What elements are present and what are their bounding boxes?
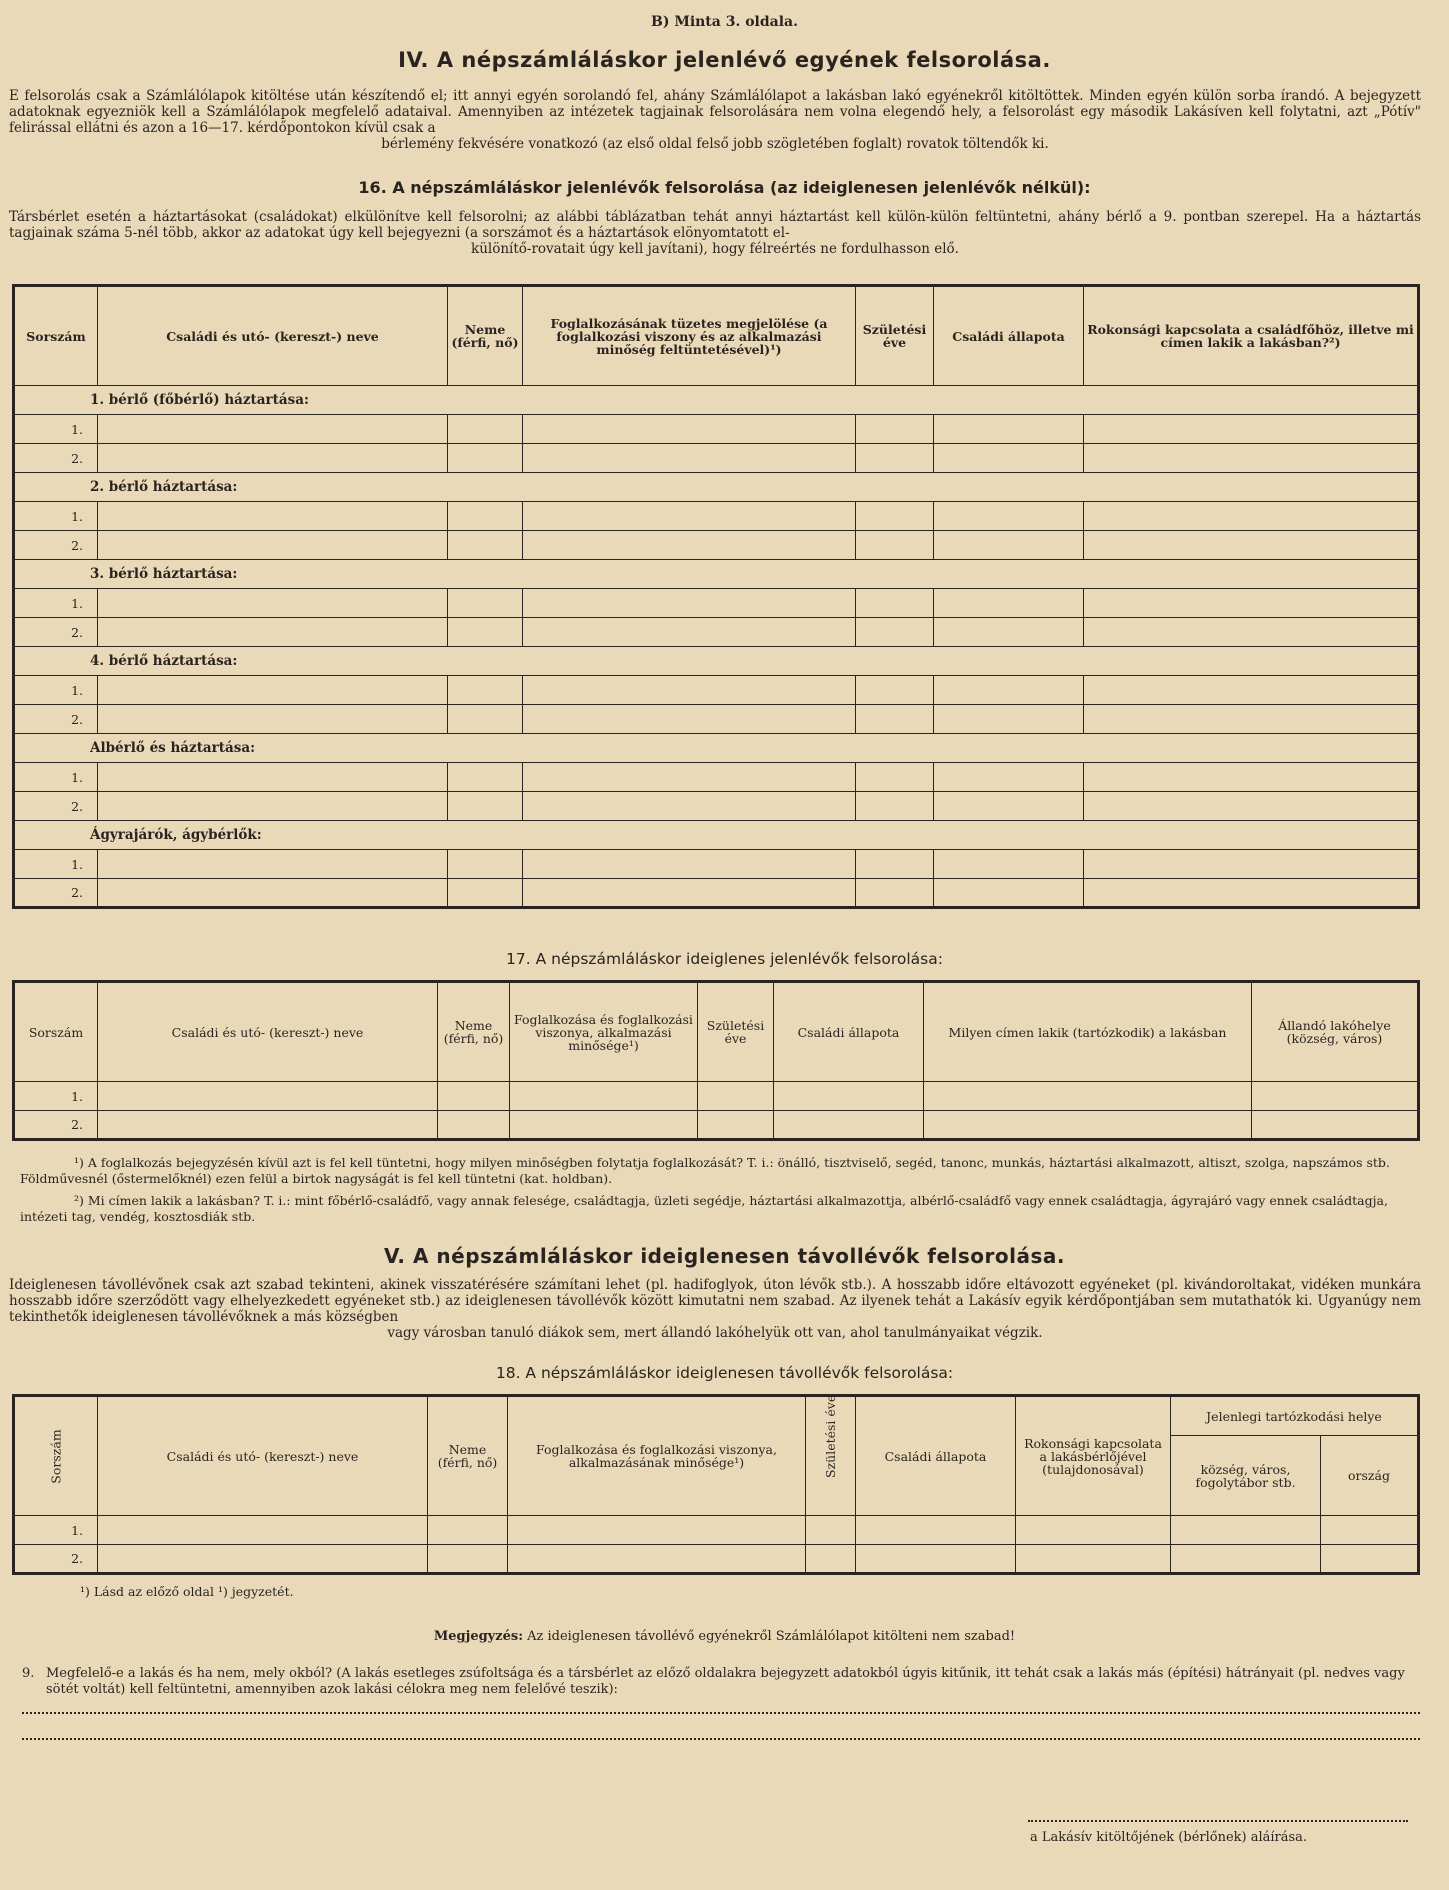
- marital-cell[interactable]: [934, 763, 1084, 792]
- section-4-intro-last: bérlemény fekvésére vonatkozó (az első oldal felső jobb szögletében foglalt) rovatok töltendők ki.: [381, 136, 1049, 152]
- table-row: [14, 705, 1419, 734]
- marital-cell[interactable]: [856, 1545, 1016, 1574]
- answer-line-2[interactable]: [22, 1738, 1420, 1740]
- marital-cell[interactable]: [934, 850, 1084, 879]
- q16-col-name: Családi és utó- (kereszt-) neve: [98, 286, 448, 386]
- name-cell[interactable]: [98, 531, 448, 560]
- table-row: [14, 676, 1419, 705]
- table-row: [14, 1082, 1419, 1111]
- table-row: [14, 792, 1419, 821]
- table-row: [14, 1516, 1419, 1545]
- table-row: [14, 1111, 1419, 1140]
- birth-year-cell[interactable]: [856, 502, 934, 531]
- row-number: 1.: [14, 850, 98, 879]
- name-cell[interactable]: [98, 850, 448, 879]
- q16-col-marital: Családi állapota: [934, 286, 1084, 386]
- q17-header-row: [14, 982, 1419, 1082]
- household-group-row: [14, 647, 1419, 676]
- occupation-cell[interactable]: [523, 502, 856, 531]
- row-number: 2.: [14, 705, 98, 734]
- household-group-row: [14, 473, 1419, 502]
- row-number: 2.: [14, 792, 98, 821]
- q18-col-birth-year-label: Születési éve: [823, 1394, 838, 1478]
- birth-year-cell[interactable]: [856, 705, 934, 734]
- name-cell[interactable]: [98, 1516, 428, 1545]
- row-number: 1.: [14, 502, 98, 531]
- relation-cell[interactable]: [1084, 763, 1419, 792]
- marital-cell[interactable]: [934, 531, 1084, 560]
- marital-cell[interactable]: [934, 618, 1084, 647]
- section-5-intro-last: vagy városban tanuló diákok sem, mert állandó lakóhelyük ott van, ahol tanulmányaikat végzik.: [387, 1325, 1043, 1341]
- section-4-intro: [9, 88, 1421, 152]
- occupation-cell[interactable]: [523, 618, 856, 647]
- birth-year-cell[interactable]: [856, 676, 934, 705]
- birth-year-cell[interactable]: [856, 531, 934, 560]
- footnote-2: ²) Mi címen lakik a lakásban? T. i.: mint főbérlő-családfő, vagy annak felesége, családtagja, üzleti segédje, háztartási alkalmazottja, albérlő-családfő vagy ennek családtagja, ágyrajáró vagy ennek családtagja, intézeti tag, vendég, kosztosdiák stb.: [20, 1193, 1388, 1224]
- q16-intro-last: különítő-rovatait úgy kell javítani), hogy félreértés ne fordulhasson elő.: [471, 241, 959, 257]
- q16-col-sorszam: Sorszám: [14, 286, 98, 386]
- sex-cell[interactable]: [448, 589, 523, 618]
- marital-cell[interactable]: [934, 502, 1084, 531]
- q17-col-residence: Állandó lakóhelye (község, város): [1252, 982, 1419, 1082]
- q17-table: [12, 980, 1420, 1141]
- occupation-cell[interactable]: [508, 1545, 806, 1574]
- relation-cell[interactable]: [1084, 879, 1419, 908]
- q16-title: 16. A népszámláláskor jelenlévők felsorolása (az ideiglenesen jelenlévők nélkül):: [358, 178, 1091, 197]
- relation-cell[interactable]: [1084, 792, 1419, 821]
- row-number: 2.: [14, 618, 98, 647]
- sex-cell[interactable]: [448, 705, 523, 734]
- signature-line[interactable]: [1028, 1820, 1408, 1822]
- row-number: 1.: [14, 763, 98, 792]
- occupation-cell[interactable]: [510, 1111, 698, 1140]
- row-number: 1.: [14, 1082, 98, 1111]
- sex-cell[interactable]: [448, 763, 523, 792]
- marital-cell[interactable]: [934, 444, 1084, 473]
- relation-cell[interactable]: [1084, 444, 1419, 473]
- occupation-cell[interactable]: [510, 1082, 698, 1111]
- household-group-label: 1. bérlő (főbérlő) háztartása:: [14, 386, 1419, 415]
- relation-cell[interactable]: [1084, 415, 1419, 444]
- answer-line-1[interactable]: [22, 1712, 1420, 1714]
- q16-table-body: [14, 386, 1419, 908]
- name-cell[interactable]: [98, 705, 448, 734]
- row-number: 2.: [14, 444, 98, 473]
- q18-col-current-location: Jelenlegi tartózkodási helye: [1171, 1396, 1419, 1436]
- signature-caption: a Lakásív kitöltőjének (bérlőnek) aláírása.: [1030, 1830, 1308, 1845]
- birth-year-cell[interactable]: [856, 415, 934, 444]
- table-row: [14, 531, 1419, 560]
- row-number: 2.: [14, 1111, 98, 1140]
- row-number: 2.: [14, 531, 98, 560]
- household-group-row: [14, 560, 1419, 589]
- note-text: Az ideiglenesen távollévő egyénekről Számlálólapot kitölteni nem szabad!: [527, 1629, 1016, 1644]
- occupation-cell[interactable]: [523, 879, 856, 908]
- town-cell[interactable]: [1171, 1516, 1321, 1545]
- q18-col-occupation: Foglalkozása és foglalkozási viszonya, alkalmazásának minősége¹): [508, 1396, 806, 1516]
- marital-cell[interactable]: [774, 1111, 924, 1140]
- household-group-label: Ágyrajárók, ágybérlők:: [14, 821, 1419, 850]
- note: [0, 1629, 1449, 1645]
- town-cell[interactable]: [1171, 1545, 1321, 1574]
- marital-cell[interactable]: [934, 589, 1084, 618]
- household-group-row: [14, 821, 1419, 850]
- row-number: 2.: [14, 1545, 98, 1574]
- sex-cell[interactable]: [448, 531, 523, 560]
- household-group-label: 3. bérlő háztartása:: [14, 560, 1419, 589]
- sex-cell[interactable]: [448, 792, 523, 821]
- section-4-title: IV. A népszámláláskor jelenlévő egyének felsorolása.: [398, 48, 1051, 72]
- household-group-label: 4. bérlő háztartása:: [14, 647, 1419, 676]
- q18-col-sorszam: [14, 1396, 98, 1516]
- name-cell[interactable]: [98, 1111, 438, 1140]
- birth-year-cell[interactable]: [856, 792, 934, 821]
- sex-cell[interactable]: [448, 444, 523, 473]
- row-number: 1.: [14, 415, 98, 444]
- page-header: B) Minta 3. oldala.: [650, 14, 798, 30]
- occupation-cell[interactable]: [508, 1516, 806, 1545]
- section-4-intro-text: E felsorolás csak a Számlálólapok kitöltése után készítendő el; itt annyi egyén sorolandó fel, ahány Számlálólapot a lakásban lakó egyénekről kitöltöttek. Minden egyén külön sorba írandó. A bejegyzett adatoknak egyezniök kell a Számlálólapok megfelelő adataival. Amennyiben az intézetek tagjainak felsorolására nem volna elegendő hely, a felsorolást egy második Lakásíven kell folytatni, azt „Pótív" felirással ellátni és azon a 16—17. kérdőpontokon kívül csak a: [9, 88, 1421, 136]
- q18-footnote: ¹) Lásd az előző oldal ¹) jegyzetét.: [80, 1584, 294, 1599]
- household-group-row: [14, 734, 1419, 763]
- occupation-cell[interactable]: [523, 415, 856, 444]
- table-row: [14, 589, 1419, 618]
- relation-cell[interactable]: [1084, 502, 1419, 531]
- q17-col-sorszam: Sorszám: [14, 982, 98, 1082]
- address-title-cell[interactable]: [924, 1082, 1252, 1111]
- birth-year-cell[interactable]: [856, 589, 934, 618]
- q18-col-marital: Családi állapota: [856, 1396, 1016, 1516]
- q17-col-birth-year: Születési éve: [698, 982, 774, 1082]
- birth-year-cell[interactable]: [698, 1082, 774, 1111]
- birth-year-cell[interactable]: [856, 618, 934, 647]
- address-title-cell[interactable]: [924, 1111, 1252, 1140]
- q17-col-sex: Neme (férfi, nő): [438, 982, 510, 1082]
- row-number: 2.: [14, 879, 98, 908]
- occupation-cell[interactable]: [523, 792, 856, 821]
- sex-cell[interactable]: [428, 1545, 508, 1574]
- birth-year-cell[interactable]: [856, 850, 934, 879]
- q18-col-birth-year: [806, 1396, 856, 1516]
- table-row: [14, 763, 1419, 792]
- sex-cell[interactable]: [448, 502, 523, 531]
- q18-col-name: Családi és utó- (kereszt-) neve: [98, 1396, 428, 1516]
- q9: [22, 1666, 1422, 1698]
- table-row: [14, 1545, 1419, 1574]
- relation-cell[interactable]: [1016, 1516, 1171, 1545]
- marital-cell[interactable]: [934, 879, 1084, 908]
- q18-col-sex: Neme (férfi, nő): [428, 1396, 508, 1516]
- q18-header-row: [14, 1396, 1419, 1436]
- q18-col-relation: Rokonsági kapcsolata a lakásbérlőjével (tulajdonosával): [1016, 1396, 1171, 1516]
- table-row: [14, 444, 1419, 473]
- occupation-cell[interactable]: [523, 531, 856, 560]
- section-5-title: V. A népszámláláskor ideiglenesen távollévők felsorolása.: [383, 1244, 1065, 1268]
- name-cell[interactable]: [98, 1545, 428, 1574]
- table-row: [14, 879, 1419, 908]
- household-group-row: [14, 386, 1419, 415]
- name-cell[interactable]: [98, 1082, 438, 1111]
- q16-intro: [9, 209, 1421, 257]
- occupation-cell[interactable]: [523, 589, 856, 618]
- occupation-cell[interactable]: [523, 763, 856, 792]
- name-cell[interactable]: [98, 763, 448, 792]
- sex-cell[interactable]: [448, 618, 523, 647]
- marital-cell[interactable]: [774, 1082, 924, 1111]
- q17-col-name: Családi és utó- (kereszt-) neve: [98, 982, 438, 1082]
- occupation-cell[interactable]: [523, 444, 856, 473]
- q9-number: 9.: [22, 1666, 35, 1681]
- occupation-cell[interactable]: [523, 850, 856, 879]
- q9-text: Megfelelő-e a lakás és ha nem, mely okból? (A lakás esetleges zsúfoltsága és a társbérlet az előző oldalakra bejegyzett adatokból úgyis kitűnik, itt tehát csak a lakás más (építési) hátrányait (pl. nedves vagy sötét voltát) kell feltüntetni, amennyiben azok lakási célokra meg nem felelővé teszik):: [46, 1666, 1405, 1697]
- q16-col-occupation: Foglalkozásának tüzetes megjelölése (a foglalkozási viszony és az alkalmazási minőség feltüntetésével)¹): [523, 286, 856, 386]
- name-cell[interactable]: [98, 589, 448, 618]
- name-cell[interactable]: [98, 792, 448, 821]
- sex-cell[interactable]: [448, 850, 523, 879]
- residence-cell[interactable]: [1252, 1082, 1419, 1111]
- relation-cell[interactable]: [1084, 531, 1419, 560]
- marital-cell[interactable]: [934, 705, 1084, 734]
- relation-cell[interactable]: [1084, 705, 1419, 734]
- marital-cell[interactable]: [934, 415, 1084, 444]
- q18-table: [12, 1394, 1420, 1575]
- row-number: 1.: [14, 676, 98, 705]
- occupation-cell[interactable]: [523, 705, 856, 734]
- country-cell[interactable]: [1321, 1545, 1419, 1574]
- note-label: Megjegyzés:: [433, 1629, 523, 1644]
- q16-col-sex: Neme (férfi, nő): [448, 286, 523, 386]
- table-row: [14, 415, 1419, 444]
- sex-cell[interactable]: [448, 676, 523, 705]
- relation-cell[interactable]: [1016, 1545, 1171, 1574]
- marital-cell[interactable]: [934, 676, 1084, 705]
- sex-cell[interactable]: [448, 415, 523, 444]
- q17-col-occupation: Foglalkozása és foglalkozási viszonya, alkalmazási minősége¹): [510, 982, 698, 1082]
- residence-cell[interactable]: [1252, 1111, 1419, 1140]
- section-5-intro: [9, 1277, 1421, 1341]
- row-number: 1.: [14, 589, 98, 618]
- q18-col-sorszam-label: Sorszám: [48, 1428, 64, 1484]
- q16-col-birth-year: Születési éve: [856, 286, 934, 386]
- name-cell[interactable]: [98, 415, 448, 444]
- birth-year-cell[interactable]: [856, 763, 934, 792]
- q16-intro-text: Társbérlet esetén a háztartásokat (családokat) elkülönítve kell felsorolni; az alábbi táblázatban tehát annyi háztartást kell külön-külön feltüntetni, ahány bérlő a 9. pontban szerepel. Ha a háztartás tagjainak száma 5-nél több, akkor az adatokat úgy kell bejegyezni (a sorszámot és a háztartások elönyomtatott el-: [9, 209, 1421, 241]
- marital-cell[interactable]: [934, 792, 1084, 821]
- birth-year-cell[interactable]: [806, 1516, 856, 1545]
- q17-col-marital: Családi állapota: [774, 982, 924, 1082]
- relation-cell[interactable]: [1084, 676, 1419, 705]
- sex-cell[interactable]: [428, 1516, 508, 1545]
- sex-cell[interactable]: [438, 1082, 510, 1111]
- occupation-cell[interactable]: [523, 676, 856, 705]
- q18-title: 18. A népszámláláskor ideiglenesen távollévők felsorolása:: [495, 1364, 954, 1382]
- birth-year-cell[interactable]: [806, 1545, 856, 1574]
- country-cell[interactable]: [1321, 1516, 1419, 1545]
- name-cell[interactable]: [98, 676, 448, 705]
- q17-title: 17. A népszámláláskor ideiglenes jelenlévők felsorolása:: [506, 950, 943, 968]
- q17-col-address-title: Milyen címen lakik (tartózkodik) a lakásban: [924, 982, 1252, 1082]
- household-group-label: 2. bérlő háztartása:: [14, 473, 1419, 502]
- name-cell[interactable]: [98, 502, 448, 531]
- birth-year-cell[interactable]: [856, 879, 934, 908]
- q16-header-row: [14, 286, 1419, 386]
- name-cell[interactable]: [98, 879, 448, 908]
- marital-cell[interactable]: [856, 1516, 1016, 1545]
- q18-col-country: ország: [1321, 1436, 1419, 1516]
- relation-cell[interactable]: [1084, 589, 1419, 618]
- sex-cell[interactable]: [448, 879, 523, 908]
- section-5-intro-text: Ideiglenesen távollévőnek csak azt szabad tekinteni, akinek visszatérésére számítani lehet (pl. hadifoglyok, úton lévők stb.). A hosszabb időre eltávozott egyéneket (pl. kivándoroltakat, vidéken munkára hosszabb időre szerződött vagy elhelyezkedett egyéneket stb.) az ideiglenesen távollévők között kimutatni nem szabad. Az ilyenek tehát a Lakásív egyik kérdőpontjában sem mutathatók ki. Ugyanúgy nem tekinthetők ideiglenesen távollévőknek a más községben: [9, 1277, 1421, 1325]
- birth-year-cell[interactable]: [856, 444, 934, 473]
- table-row: [14, 850, 1419, 879]
- name-cell[interactable]: [98, 444, 448, 473]
- sex-cell[interactable]: [438, 1111, 510, 1140]
- q18-col-town: község, város, fogolytábor stb.: [1171, 1436, 1321, 1516]
- relation-cell[interactable]: [1084, 618, 1419, 647]
- birth-year-cell[interactable]: [698, 1111, 774, 1140]
- name-cell[interactable]: [98, 618, 448, 647]
- table-row: [14, 502, 1419, 531]
- footnote-1: ¹) A foglalkozás bejegyzésén kívül azt is fel kell tüntetni, hogy milyen minőségben folytatja foglalkozását? T. i.: önálló, tisztviselő, segéd, tanonc, munkás, háztartási alkalmazott, altiszt, szolga, napszámos stb. Földművesnél (őstermelőknél) ezen felül a birtok nagyságát is fel kell tüntetni (kat. holdban).: [20, 1155, 1390, 1186]
- row-number: 1.: [14, 1516, 98, 1545]
- q16-table: [12, 284, 1420, 909]
- q16-col-relation: Rokonsági kapcsolata a családfőhöz, illetve mi címen lakik a lakásban?²): [1084, 286, 1419, 386]
- table-row: [14, 618, 1419, 647]
- household-group-label: Albérlő és háztartása:: [14, 734, 1419, 763]
- relation-cell[interactable]: [1084, 850, 1419, 879]
